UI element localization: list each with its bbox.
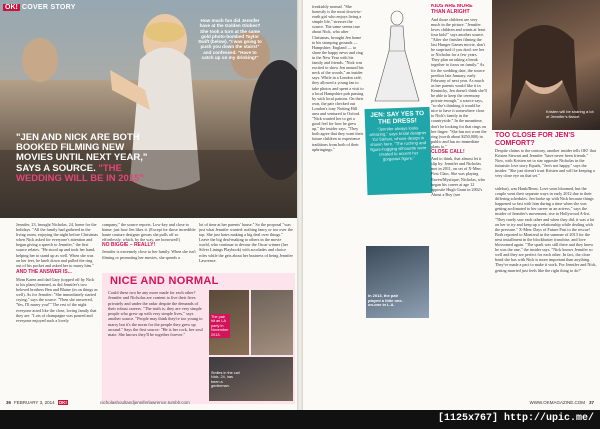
sidebar-text: "Jennifer always looks amazing," says bridal designer Yol Stefani, whose design is shown here. "The ruching and figure-hugging silhouette were created to accent her gorgeous figure." (369, 125, 427, 162)
right-column-2 (431, 4, 487, 304)
col1-text: Jennifer, 23, brought Nicholas, 24, home for the holidays. "All the family had gathered in the living room, enjoying the night before Christmas when Nick asked for everyone's attention and began giving a speech to Jennifer," the first source relates. "He stood up and took her hand, helping her to stand up as well. When she was on her feet, he knelt down and pulled the ring out of his pocket and asked her to marry him." (16, 222, 98, 268)
too-close-title: TOO CLOSE FOR JEN'S COMFORT? (495, 132, 575, 147)
too-close-text: Despite claims to the contrary, another insider tells OK! that Kristen Stewart and Jennifer "have never been friends." Now, with Kristen set to star opposite Nicholas in the futuristic love story Equals, "Jen's not happy," says the insider. "She just doesn't trust Kristen and will be keeping a very close eye on that set." (495, 148, 596, 179)
footer-logo: OK! (58, 400, 67, 405)
col1-subhead: AND THE ANSWER IS... (16, 268, 72, 275)
right-column-1: freakishly normal. "She honestly is the most down-to-earth girl who enjoys living a simple life," stresses the source. The same seems true about Nick, who after Christmas, brought Jen home to his stomping grounds — Hampshire, England — to share the happy news and ring in the New Year with his family and friends. "Nick was excited to show Jen around his neck of the woods," an insider says. While in a London café, they allowed a young fan to take photos and spent a visit to a local Hampshire pub passing by with local patrons. On their own, the pair checked out London's tony Notting Hill area and ventured to Oxford. "Nick wanted her to get a good feel for how he grew up," the insider says. "They both agree that they want their future children to experience traditions from both of their upbringings." (312, 4, 364, 152)
watermark-bar (0, 410, 600, 429)
box-text: Could these two be any more made for each other? Jennifer and Nicholas are content to live their lives privately and under the radar despite the demands of their robust careers. "The truth is, they are very simple people who grew up with very simple lives," says another source. "People may think they're too young to marry but it's the norm for the people they grew up around." Says the first source: "He is her rock, her soul mate. She knows they'll be together forever." (108, 290, 203, 338)
pull-quote-accent: "THE WEDDING WILL BE IN 2015" (16, 162, 144, 184)
col2-text2: Jennifer is extremely close to her family. When she isn't filming or promoting her movies, she spends a (102, 249, 196, 260)
couple-photo-1 (209, 290, 249, 355)
couple-photo-2 (251, 290, 293, 355)
watermark-text: [1125x767] http://upic.me/ (437, 413, 594, 424)
kids-text: And those children are very much in the picture. "Jennifer loves children and wants at least four kids!" says another source. "After she finishes filming the last Hunger Games movie, don't be surprised if you don't see her or Nicholas for a few years. They plan on taking a break together to focus on family." As for the wedding date, the source predicts late January, early February of next year. As much as her parents would like it in Kentucky, Jen doesn't think she'll be able to keep the ceremony private enough," a source says, "so she's thinking it would be nice to have it somewhere close to Nick's family in the countryside." In the meantime, don't be looking for that rings on her finger: "She has not worn the ring (worth about $250,000) in public and has no immediate plans to." (431, 16, 487, 149)
left-footer (6, 400, 68, 405)
col2-subhead: NO BIGGIE – REALLY! (102, 242, 156, 249)
close-call-subhead: CLOSE CALL! (431, 149, 465, 156)
header-logo: OK! (5, 4, 18, 11)
right-page (303, 0, 600, 410)
pull-quote-main: "JEN AND NICK ARE BOTH BOOKED FILMING NEW MOVIES UNTIL NEXT YEAR," SAYS A SOURCE. (16, 132, 148, 174)
kids-title: KIDS ARE MORE THAN ALRIGHT (431, 4, 473, 15)
inset-photo (366, 246, 429, 318)
pull-quote (16, 133, 151, 184)
box-title: NICE AND NORMAL (110, 275, 219, 287)
col2-text: company," the source reports. Low-key and close to home: just how Jen likes it. (Except for those incredible haute couture designer gowns she pulls off so effortlessly, which, by the way, are borrowed!) (102, 222, 196, 243)
too-close-box (495, 132, 597, 178)
left-page (0, 0, 297, 410)
header-section: COVER STORY (21, 4, 76, 11)
footer-handle: nicholashoultandjenniferlawrence.tumblr.com (100, 400, 190, 405)
article-column-2 (102, 222, 196, 272)
col1-text2: Mom Karen and dad Gary (topped off by Nick to his plans) beamed, as did Jennifer's two beloved brothers Ben and Blaine (in on things as well). As for Jennifer: "She immediately started crying," says the source. "Then she answered, 'Yes, I'll marry you!'" The rest of the night everyone acted like the close, loving family that they are. "Lots of champagne was poured and everyone enjoyed such a lovely (16, 276, 98, 323)
photo-caption-right: Kristen will be sharing a lot of Jennifer's fiancé. (546, 109, 594, 119)
col3-text: lot of time at her parents' house." So the proposal "was just what Jennifer wanted: nothing fancy or too over the top. She just hates making a big deal over things." Leave the big deal-making to others in the movie world, who continue to devour the Oscar winner (her Silver Linings Playbook) with accolades and choice roles while the gets about her business of being Jennifer Lawrence. (199, 222, 293, 263)
section-header (3, 4, 76, 11)
sidebar-title: JEN: SAY YES TO THE DRESS! (370, 110, 425, 126)
article-column-1 (16, 222, 98, 390)
right-footer (529, 400, 594, 405)
inset-caption: In 2013, the pair played a little one-on-one in L.A. (368, 293, 403, 308)
close-call-text: And to think, that almost let it slip by: Jennifer and Nicholas met in 2011, on set of X-Men: First Class. She was playing Raven/Mystique; Nicholas, who began his career at age 12 opposite Hugh Grant in 2002's About a Boy (see (431, 156, 486, 197)
car-photo (209, 357, 293, 401)
thumb1-caption: The pair hit an LA party in November 2013. (211, 315, 229, 337)
nice-normal-box (102, 273, 295, 404)
footer-site: WWW.OKMAGAZINE.COM (529, 400, 585, 405)
thumb2-caption: Smiles in the car! Nick, 24, has been a gentleman. (211, 371, 241, 389)
kristen-photo (492, 0, 600, 130)
footer-page-number-right: 37 (588, 400, 594, 405)
article-column-3 (199, 222, 293, 272)
dress-sketch (367, 6, 427, 106)
footer-page-number: 36 (6, 400, 12, 405)
right-column-3: sidebar), was Hank/Beast. Love soon bloomed, but the couple went their separate ways in early 2012 due to their differing schedules. Jen broke up with Nick because things happened so fast with him during a time when she was getting acclimated to her career as an actress," says the insider of Jennifer's movement, rise to Hollywood A-list. "They rarely saw each other and when they did, it was a lot on her to try and keep up a relationship while dealing with the pressure." X-Men: Days of Future Past to the rescue! Both reported to Montreal in the summer of 2013 for the next installment in the blockbuster franchise, and love blossomed again. "The spark was still there and they knew he was the one," the insider says. "Nick knows Jennifer so well and they are perfect for each other. In fact, the close bond she has with Nick is more important than anything. They've made a pact to make it work. For Jennifer and Nick, getting married just feels like the right thing to do!" (495, 186, 597, 273)
dress-sidebar (365, 107, 433, 195)
photo-caption: How much fun did Jennifer have at the Golden Globes? She took a turn at the same gold photo-bombed Taylor Swift (below). "I was going to push you down the stairs!" and confessed. "Have to catch up on my drinking!" (198, 18, 262, 61)
footer-date: FEBRUARY 3, 2014 (14, 400, 55, 405)
dress-illustration (367, 6, 427, 106)
